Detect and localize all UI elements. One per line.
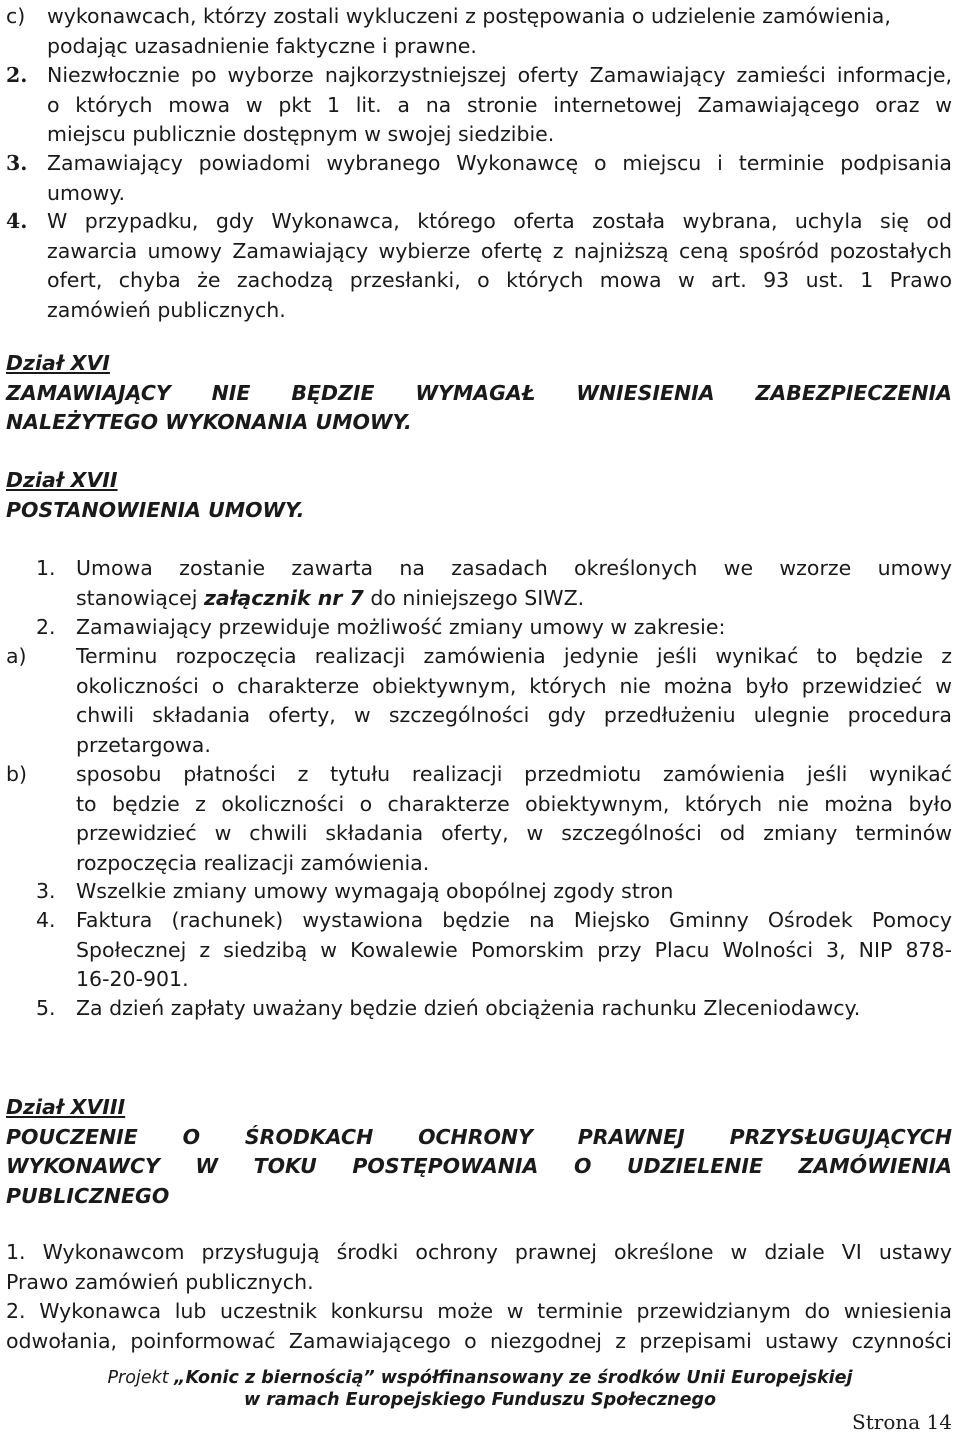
section-xvi xyxy=(6,349,952,438)
text-line: okoliczności o charakterze obiektywnym, których nie można było przewidzieć w xyxy=(76,673,952,698)
section-label: Dział XVII xyxy=(6,468,118,492)
section-title-line: ZAMAWIAJĄCY NIE BĘDZIE WYMAGAŁ WNIESIENIA ZABEZPIECZENIA xyxy=(6,380,952,405)
text-fragment: do niniejszego SIWZ. xyxy=(370,585,585,610)
footer-fund: w ramach Europejskiego Funduszu Społecznego xyxy=(243,1390,717,1410)
text-line: rozpoczęcia realizacji zamówienia. xyxy=(76,850,430,875)
text-line: przewidzieć w chwili składania oferty, w szczególności od zmiany terminów xyxy=(76,821,952,845)
section-title: POSTANOWIENIA UMOWY. xyxy=(6,497,305,522)
text-line: sposobu płatności z tytułu realizacji przedmiotu zamówienia jeśli wynikać xyxy=(76,762,952,786)
section-title-line: PUBLICZNEGO xyxy=(6,1183,170,1208)
section-label: Dział XVI xyxy=(6,351,110,375)
footer-line-2 xyxy=(0,1389,960,1411)
list-item-2 xyxy=(6,613,952,643)
paragraph-1 xyxy=(6,1238,952,1297)
text-line: 16-20-901. xyxy=(76,967,189,991)
attachment-reference: załącznik nr 7 xyxy=(203,585,364,610)
text-line xyxy=(76,584,952,614)
section-title-line: NALEŻYTEGO WYKONANIA UMOWY. xyxy=(6,410,412,434)
text-line: zawarcia umowy Zamawiający wybierze ofertę z najniższą ceną spośród pozostałych xyxy=(47,238,952,263)
section-label: Dział XVIII xyxy=(6,1095,126,1119)
list-item-2 xyxy=(6,61,952,150)
text-line: umowy. xyxy=(47,180,125,205)
paragraph-2 xyxy=(6,1297,952,1356)
text-line: Terminu rozpoczęcia realizacji zamówienia jedynie jeśli wynikać to będzie z xyxy=(76,644,952,668)
item-number: 2. xyxy=(36,615,56,639)
text-line: przetargowa. xyxy=(76,732,211,757)
text-line: Wszelkie zmiany umowy wymagają obopólnej zgody stron xyxy=(76,879,674,903)
list-item-1 xyxy=(6,554,952,613)
text-line: to będzie z okoliczności o charakterze obiektywnym, których nie można było xyxy=(76,791,952,816)
item-label: c) xyxy=(6,4,26,28)
text-line: 2. Wykonawca lub uczestnik konkursu może w terminie przewidzianym do wniesienia xyxy=(6,1299,952,1323)
text-line: Prawo zamówień publicznych. xyxy=(6,1269,314,1294)
text-line: zamówień publicznych. xyxy=(47,297,286,322)
item-number: 2. xyxy=(6,63,28,87)
list-item-4 xyxy=(6,207,952,325)
page-number: Strona 14 xyxy=(852,1410,952,1434)
text-fragment: stanowiącej xyxy=(76,585,198,610)
item-number: 4. xyxy=(36,908,56,932)
text-line: 1. Wykonawcom przysługują środki ochrony prawnej określone w dziale VI ustawy xyxy=(6,1240,952,1264)
text-line: Faktura (rachunek) wystawiona będzie na Miejsko Gminny Ośrodek Pomocy xyxy=(76,908,952,932)
text-line: Niezwłocznie po wyborze najkorzystniejszej oferty Zamawiający zamieści informacje, xyxy=(47,63,952,87)
list-item-a xyxy=(6,642,952,760)
item-number: 3. xyxy=(36,879,56,903)
page-footer xyxy=(0,1367,960,1411)
section-xvii xyxy=(6,466,952,525)
text-line: Za dzień zapłaty uważany będzie dzień obciążenia rachunku Zleceniodawcy. xyxy=(76,996,861,1020)
item-label: a) xyxy=(6,644,27,668)
item-number: 5. xyxy=(36,996,56,1020)
text-line: miejscu publicznie dostępnym w swojej siedzibie. xyxy=(47,122,555,146)
list-item-c xyxy=(6,2,952,61)
list-item-3 xyxy=(6,877,952,907)
item-number: 4. xyxy=(6,209,28,233)
text-line: podając uzasadnienie faktyczne i prawne. xyxy=(47,33,477,58)
item-number: 3. xyxy=(6,151,28,175)
text-line: W przypadku, gdy Wykonawca, którego oferta została wybrana, uchyla się od xyxy=(47,209,952,233)
text-line: Społecznej z siedzibą w Kowalewie Pomorskim przy Placu Wolności 3, NIP 878- xyxy=(76,937,952,962)
text-line: Umowa zostanie zawarta na zasadach określonych we wzorze umowy xyxy=(76,556,952,580)
footer-prefix: Projekt xyxy=(107,1368,169,1388)
text-line: o których mowa w pkt 1 lit. a na stronie internetowej Zamawiającego oraz w xyxy=(47,92,952,117)
text-line: chwili składania oferty, w szczególności gdy przedłużeniu ulegnie procedura xyxy=(76,703,952,727)
list-item-5 xyxy=(6,994,952,1024)
list-item-b xyxy=(6,760,952,878)
list-item-4 xyxy=(6,906,952,995)
text-line: ofert, chyba że zachodzą przesłanki, o których mowa w art. 93 ust. 1 Prawo xyxy=(47,268,952,292)
text-line: Zamawiający przewiduje możliwość zmiany umowy w zakresie: xyxy=(76,615,726,639)
item-number: 1. xyxy=(36,556,56,580)
list-item-3 xyxy=(6,149,952,208)
section-xviii xyxy=(6,1093,952,1211)
footer-project-title: „Konic z biernością” współfinansowany ze środków Unii Europejskiej xyxy=(174,1368,853,1388)
section-title-line: POUCZENIE O ŚRODKACH OCHRONY PRAWNEJ PRZYSŁUGUJĄCYCH xyxy=(6,1124,952,1149)
item-label: b) xyxy=(6,762,28,786)
text-line: odwołania, poinformować Zamawiającego o niezgodnej z przepisami ustawy czynności xyxy=(6,1328,952,1353)
text-line: wykonawcach, którzy zostali wykluczeni z postępowania o udzielenie zamówienia, xyxy=(47,4,891,28)
text-line: Zamawiający powiadomi wybranego Wykonawcę o miejscu i terminie podpisania xyxy=(47,151,952,175)
section-title-line: WYKONAWCY W TOKU POSTĘPOWANIA O UDZIELENIE ZAMÓWIENIA xyxy=(6,1154,952,1178)
footer-line-1 xyxy=(0,1367,960,1389)
